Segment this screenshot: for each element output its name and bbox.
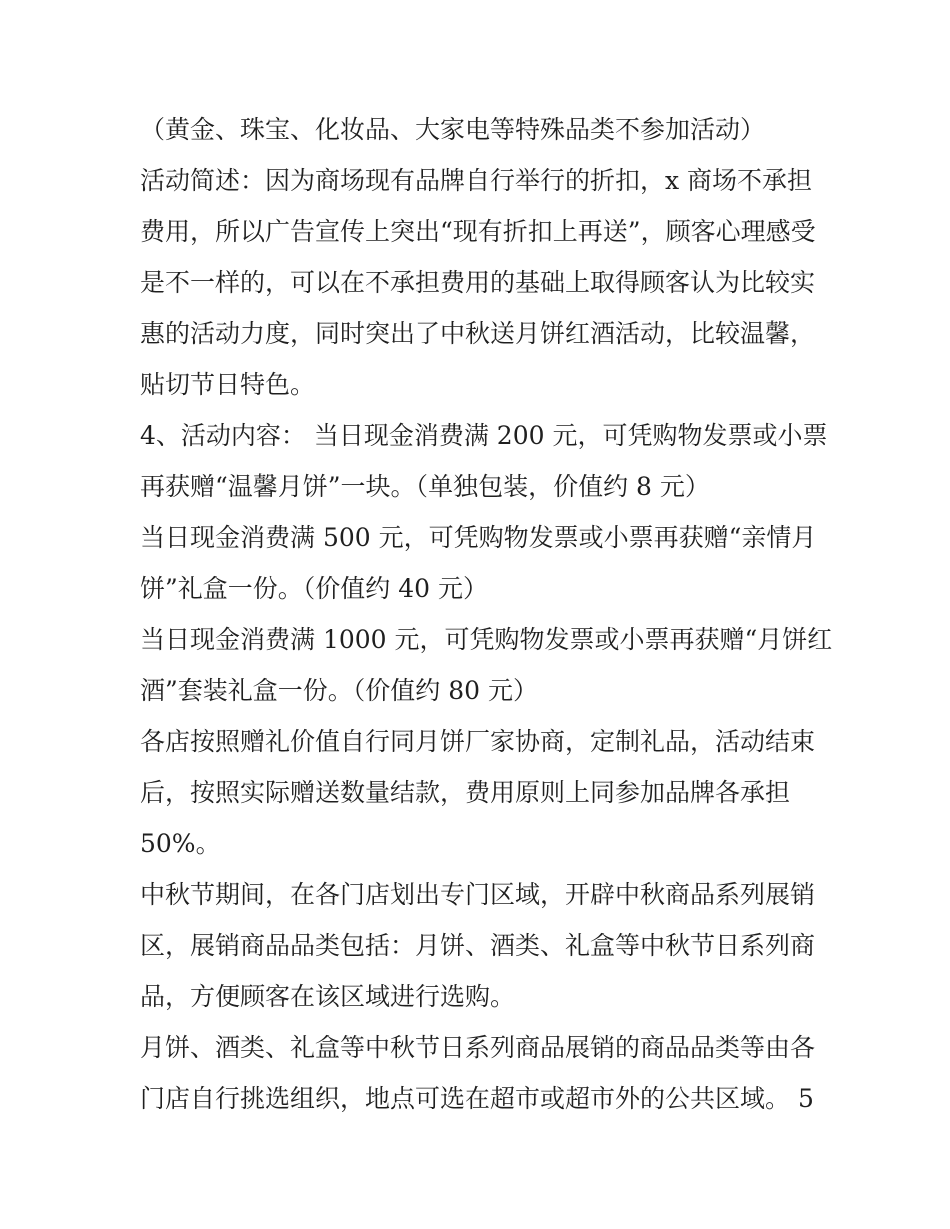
text-line: 饼”礼盒一份。（价值约 40 元）	[140, 574, 488, 603]
text-line: 月饼、酒类、礼盒等中秋节日系列商品展销的商品品类等由各	[140, 1033, 816, 1062]
text-line: 后，按照实际赠送数量结款，费用原则上同参加品牌各承担	[140, 778, 791, 807]
text-line: 再获赠“温馨月饼”一块。（单独包装，价值约 8 元）	[140, 472, 710, 501]
text-line: 酒”套装礼盒一份。（价值约 80 元）	[140, 676, 538, 705]
text-line: 各店按照赠礼价值自行同月饼厂家协商，定制礼品，活动结束	[140, 727, 816, 756]
text-line: 门店自行挑选组织，地点可选在超市或超市外的公共区域。 5	[140, 1084, 814, 1113]
text-line: 惠的活动力度，同时突出了中秋送月饼红酒活动，比较温馨，	[140, 319, 816, 348]
text-line: 当日现金消费满 1000 元，可凭购物发票或小票再获赠“月饼红	[140, 625, 833, 654]
text-line: 区，展销商品品类包括：月饼、酒类、礼盒等中秋节日系列商	[140, 931, 816, 960]
text-line: 当日现金消费满 500 元，可凭购物发票或小票再获赠“亲情月	[140, 523, 817, 552]
text-line: 中秋节期间，在各门店划出专门区域，开辟中秋商品系列展销	[140, 880, 816, 909]
text-line: 贴切节日特色。	[140, 370, 316, 399]
text-line: 50%。	[140, 829, 221, 858]
text-line: 品，方便顾客在该区域进行选购。	[140, 982, 516, 1011]
text-line: （黄金、珠宝、化妆品、大家电等特殊品类不参加活动）	[140, 115, 766, 144]
text-line: 活动简述：因为商场现有品牌自行举行的折扣，x 商场不承担	[140, 166, 813, 195]
text-line: 是不一样的，可以在不承担费用的基础上取得顾客认为比较实	[140, 268, 816, 297]
text-line: 费用，所以广告宣传上突出“现有折扣上再送”，顾客心理感受	[140, 217, 816, 246]
text-line: 4、活动内容： 当日现金消费满 200 元，可凭购物发票或小票	[140, 421, 828, 450]
